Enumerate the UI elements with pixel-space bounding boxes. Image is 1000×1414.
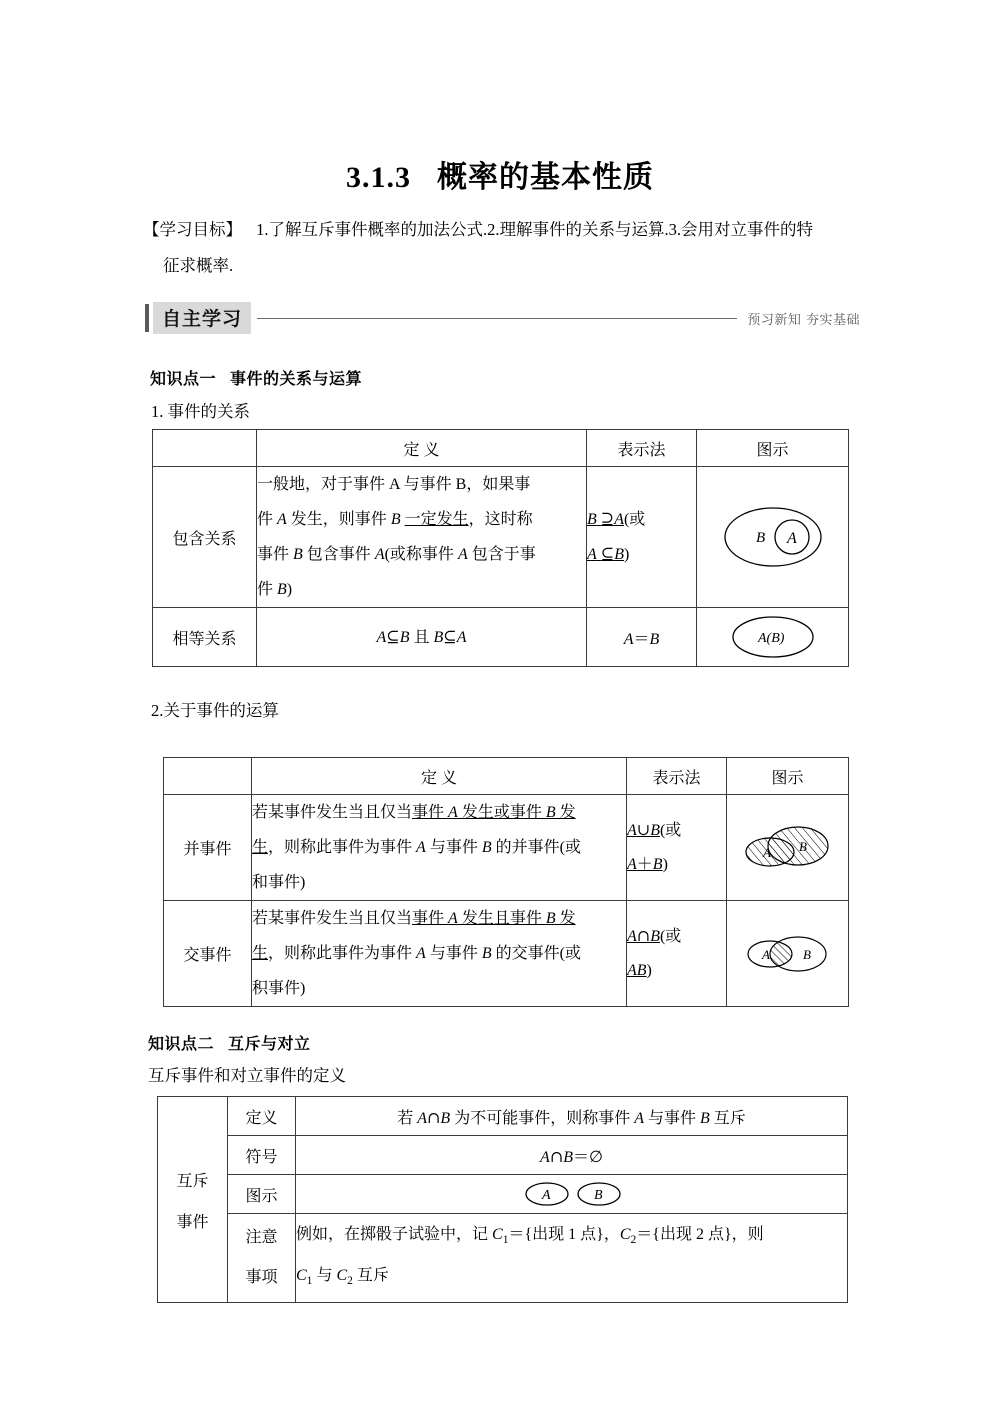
table2-header-diagram: 图示 [727,758,849,795]
cell-diagram-contains [697,467,849,608]
notation-line-2: A ⊆B) [587,544,630,563]
svg-text:A(B): A(B) [757,631,784,646]
banner-label: 自主学习 [153,302,251,334]
knowledge-point-2-label: 知识点二 [148,1034,215,1053]
knowledge-point-2-heading [148,1031,311,1054]
notation-line-1: A∪B(或 [627,820,682,839]
sub-heading-mutually-exclusive: 互斥事件和对立事件的定义 [148,1066,346,1085]
ellipse-b-contains-a-icon [708,491,838,583]
knowledge-point-2-text: 互斥与对立 [228,1034,311,1053]
cell-definition-contains [257,467,587,608]
sub-heading-events-relation: 1. 事件的关系 [151,402,250,421]
table-row [153,467,849,608]
row-label-line-1: 互斥 [176,1172,209,1190]
svg-text:A: A [761,946,770,962]
notice-line-1: 例如，在掷骰子试验中，记 $C_1=${出现 1 点}，$C_2=${出现 2 点}，则 [296,1225,764,1246]
table2-header-blank [164,758,252,795]
knowledge-point-1-heading [150,366,362,389]
table-row [158,1136,848,1175]
definition-line-3: 积事件) [252,980,306,997]
svg-text:B: B [802,946,811,962]
svg-text:B: B [755,530,765,546]
cell-notation-intersection [627,901,727,1007]
table-row [164,795,849,901]
venn-intersection-shaded-icon [734,921,842,987]
svg-text:A: A [786,530,797,547]
svg-text:B: B [593,1188,603,1203]
table2-header-definition: 定 义 [252,758,627,795]
venn-union-shaded-icon [734,812,842,884]
definition-line-3: 和事件) [252,874,306,891]
definition-line-2: 生，则称此事件为事件 A 与事件 B 的交事件(或 [252,945,581,962]
banner-right-text: 预习新知 夯实基础 [747,312,860,328]
table1-header-diagram: 图示 [697,430,849,467]
sub-heading-events-operations: 2.关于事件的运算 [151,701,279,720]
table-row [158,1214,848,1303]
table-event-relations [152,429,849,667]
section-banner [145,303,860,333]
definition-line-4: 件 B) [257,581,293,598]
table-row [158,1097,848,1136]
row-label-equal: 相等关系 [153,608,257,667]
svg-text:B: B [798,838,807,854]
table-row [158,1175,848,1214]
notation-line-2: A＋B) [627,856,668,873]
table-event-operations [163,757,849,1007]
definition-line-1: 若某事件发生当且仅当事件 A 发生或事件 B 发 [252,804,576,821]
definition-line-3: 事件 B 包含事件 A(或称事件 A 包含于事 [257,546,536,563]
cell-notation-equal: A＝B [587,608,697,667]
knowledge-point-1-text: 事件的关系与运算 [230,369,363,388]
table-header-row [153,430,849,467]
definition-line-2: 生，则称此事件为事件 A 与事件 B 的并事件(或 [252,839,581,856]
learning-goals-line-1: 1.了解互斥事件概率的加法公式.2.理解事件的关系与运算.3.会用对立事件的特 [256,220,813,239]
cell-value-diagram [296,1175,848,1214]
table2-header-notation: 表示法 [627,758,727,795]
table-header-row [164,758,849,795]
table1-header-notation: 表示法 [587,430,697,467]
table-row [153,608,849,667]
svg-text:A: A [541,1188,551,1203]
row-label-line-2: 事件 [176,1213,209,1231]
cell-key-notice [228,1214,296,1303]
row-label-intersection: 交事件 [164,901,252,1007]
cell-key-notice-line-2: 事项 [245,1269,278,1286]
row-label-contains: 包含关系 [153,467,257,608]
definition-line-1: 一般地，对于事件 A 与事件 B，如果事 [257,476,531,493]
cell-value-definition: 若 A∩B 为不可能事件，则称事件 A 与事件 B 互斥 [296,1097,848,1136]
cell-definition-intersection [252,901,627,1007]
cell-key-definition: 定义 [228,1097,296,1136]
cell-diagram-equal [697,608,849,667]
cell-key-symbol: 符号 [228,1136,296,1175]
page-title-text: 概率的基本性质 [437,160,654,195]
cell-notation-contains [587,467,697,608]
cell-key-notice-line-1: 注意 [245,1229,278,1246]
learning-goals-label: 【学习目标】 [143,220,242,239]
table1-header-definition: 定 义 [257,430,587,467]
table-mutually-exclusive [157,1096,848,1303]
table1-header-blank [153,430,257,467]
row-label-union: 并事件 [164,795,252,901]
cell-diagram-intersection [727,901,849,1007]
banner-accent-bar [145,304,149,332]
cell-definition-union [252,795,627,901]
two-disjoint-ellipses-icon [512,1179,632,1209]
ellipse-a-equals-b-icon [708,613,838,661]
notation-line-2: AB) [627,962,652,979]
cell-key-diagram: 图示 [228,1175,296,1214]
cell-diagram-union [727,795,849,901]
knowledge-point-1-label: 知识点一 [150,369,217,388]
page-title [0,152,1000,196]
notation-line-1: B ⊇A(或 [587,509,646,528]
learning-goals-line-2: 征求概率. [163,256,234,275]
svg-text:A: A [762,844,771,860]
notice-line-2: $C_1$ 与 $C_2$ 互斥 [296,1267,389,1288]
definition-line-1: 若某事件发生当且仅当事件 A 发生且事件 B 发 [252,910,576,927]
cell-notation-union [627,795,727,901]
banner-divider-rule [257,318,737,319]
cell-definition-equal: A⊆B 且 B⊆A [257,608,587,667]
cell-value-notice [296,1214,848,1303]
page-title-number: 3.1.3 [346,161,411,194]
cell-value-symbol: A∩B＝∅ [296,1136,848,1175]
row-label-mutually-exclusive-event [158,1097,228,1303]
definition-line-2-part: 件 A 发生，则事件 B 一定发生，这时称 [257,511,533,528]
learning-goals [143,212,859,284]
table-row [164,901,849,1007]
notation-line-1: A∩B(或 [627,926,682,945]
